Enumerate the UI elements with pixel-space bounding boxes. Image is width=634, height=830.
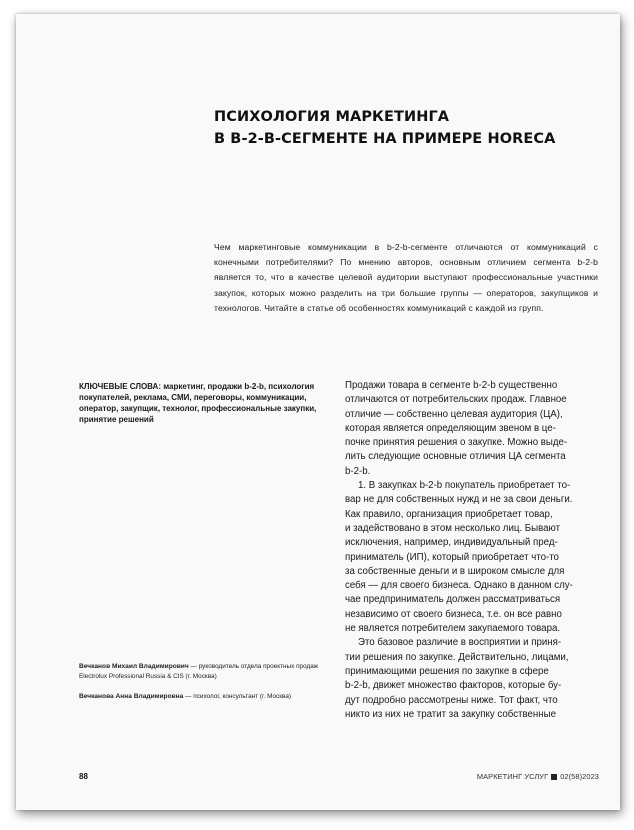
body-line: независимо от своего бизнеса, т.е. он все равно (345, 608, 562, 620)
body-line: отличие — собственно целевая аудитория (ЦА), (345, 408, 563, 420)
body-line: b-2-b, движет множество факторов, которые бу- (345, 680, 562, 692)
body-line: чае предприниматель должен рассматриваться (345, 594, 561, 606)
body-line: и задействовано в этом несколько лиц. Бывают (345, 522, 561, 534)
body-line: лить следующие основные отличия ЦА сегмента (345, 451, 566, 463)
body-line: которая является определяющим звеном в це- (345, 422, 556, 434)
body-line: за собственные деньги и в широком смысле для (345, 565, 565, 577)
body-line: вар не для собственных нужд и не за свои деньги. (345, 494, 573, 506)
author-1-name: Вечканов Михаил Владимирович (79, 663, 189, 670)
author-2 (79, 692, 329, 702)
body-line: принимающими решения по закупке в сфере (345, 665, 549, 677)
page-number: 88 (79, 772, 88, 781)
body-line: отличаются от потребительских продаж. Главное (345, 394, 567, 406)
title-line-1: ПСИХОЛОГИЯ МАРКЕТИНГА (214, 109, 450, 125)
body-line: Это базовое различие в восприятии и приня- (358, 637, 562, 649)
body-line: приниматель (ИП), который приобретает что-то (345, 551, 559, 563)
title-line-2: В B-2-B-СЕГМЕНТЕ НА ПРИМЕРЕ HORECA (214, 131, 556, 147)
square-separator-icon (551, 774, 557, 780)
keywords-block (79, 381, 319, 425)
body-line: не является потребителем закупаемого товара. (345, 623, 561, 635)
body-line: Продажи товара в сегменте b-2-b существенно (345, 380, 558, 391)
keywords-label: КЛЮЧЕВЫЕ СЛОВА: (79, 382, 161, 391)
body-line: 1. В закупках b-2-b покупатель приобретает то- (358, 480, 571, 492)
keywords-text: маркетинг, продажи b-2-b, психология покупателей, реклама, СМИ, переговоры, коммуникации, оператор, закупщик, технолог, профессиональные закупки, принятие решений (79, 382, 317, 424)
authors-block (79, 662, 329, 712)
article-body (345, 379, 599, 722)
article-title (214, 106, 574, 150)
journal-footer (477, 772, 599, 781)
document-page (16, 14, 620, 810)
body-line: b-2-b. (345, 465, 371, 477)
article-abstract: Чем маркетинговые коммуникации в b-2-b-сегменте отличаются от коммуникаций с конечными потребителями? По мнению авторов, основным отличием сегмента b-2-b является то, что в качестве целевой аудитории выступают профессиональные участники закупок, которых можно разделить на три большие группы — операторов, закупщиков и технологов. Читайте в статье об особенностях коммуникаций с каждой из групп. (214, 242, 598, 313)
body-line: исключения, например, индивидуальный пред- (345, 537, 558, 549)
body-line: себя — для своего бизнеса. Однако в данном слу- (345, 580, 573, 592)
author-1-role: — руководитель отдела проектных продаж Electrolux Professional Russia & CIS (г. Москва) (79, 663, 319, 680)
body-line: почке принятия решения о закупке. Можно выде- (345, 437, 568, 449)
author-1 (79, 662, 329, 682)
body-line: тии решения по закупке. Действительно, лицами, (345, 651, 569, 663)
journal-issue: 02(58)2023 (560, 772, 599, 781)
journal-name: МАРКЕТИНГ УСЛУГ (476, 772, 549, 781)
author-2-name: Вечканова Анна Владимировна (79, 693, 184, 700)
body-line: дут подробно рассмотрены ниже. Тот факт, что (345, 694, 558, 706)
body-line: Как правило, организация приобретает товар, (345, 508, 553, 520)
author-2-role: — психолог, консультант (г. Москва) (185, 693, 292, 700)
body-line: никто из них не тратит за закупку собственные (345, 708, 556, 720)
